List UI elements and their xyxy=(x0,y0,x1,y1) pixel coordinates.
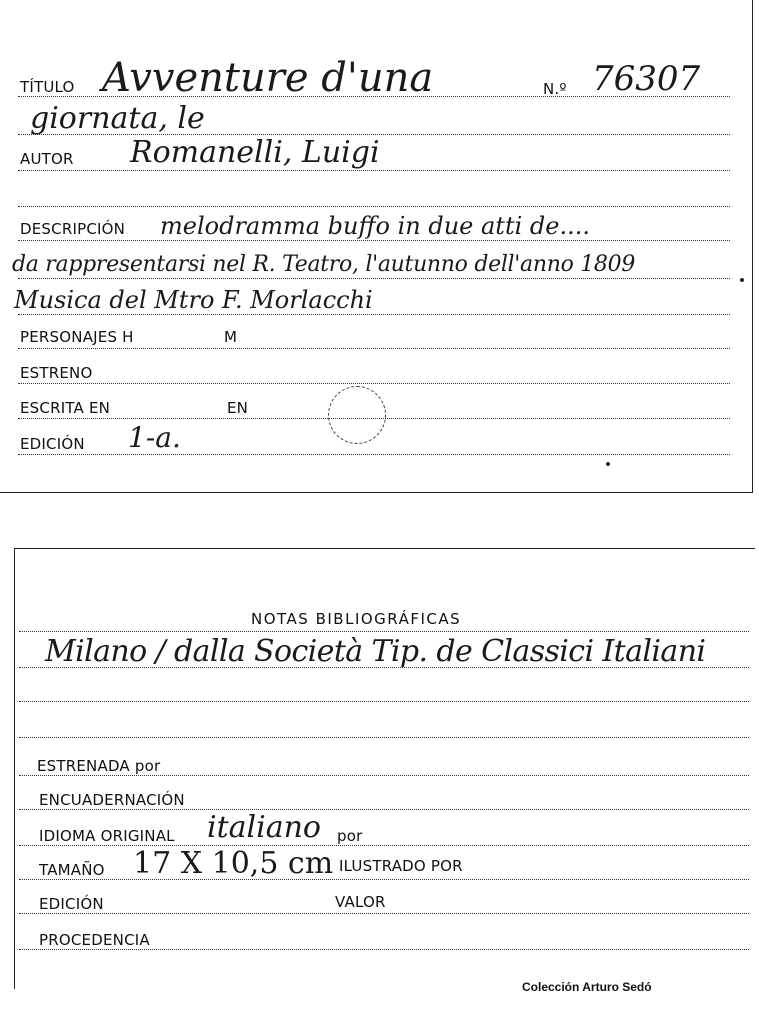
catalog-card-back xyxy=(14,548,755,989)
edicion-label: EDICIÓN xyxy=(39,895,104,913)
escrita-label: ESCRITA EN xyxy=(20,399,111,417)
idioma-line xyxy=(19,845,749,846)
estrenada-line xyxy=(19,775,749,776)
descripcion-handwritten-1: melodramma buffo in due atti de.... xyxy=(160,212,590,240)
notas-title: NOTAS BIBLIOGRÁFICAS xyxy=(251,610,462,628)
titulo-label: TÍTULO xyxy=(20,78,75,96)
estreno-line xyxy=(18,383,730,384)
idioma-handwritten: italiano xyxy=(207,810,321,845)
catalog-card-front xyxy=(0,0,753,493)
procedencia-line xyxy=(19,949,749,950)
tamano-label: TAMAÑO xyxy=(39,861,105,879)
autor-line xyxy=(18,170,730,171)
estrenada-label: ESTRENADA por xyxy=(37,757,161,775)
en-label: EN xyxy=(227,399,249,417)
descripcion-label: DESCRIPCIÓN xyxy=(20,220,126,238)
tamano-handwritten: 17 X 10,5 cm xyxy=(133,846,334,881)
personajes-m-label: M xyxy=(224,328,238,346)
edicion-handwritten: 1-a. xyxy=(128,421,181,454)
notas-handwritten: Milano / dalla Società Tip. de Classici Italiani xyxy=(45,634,706,669)
tamano-line xyxy=(19,879,749,880)
personajes-label: PERSONAJES H xyxy=(20,328,134,346)
valor-label: VALOR xyxy=(335,893,386,911)
edicion-label: EDICIÓN xyxy=(20,435,85,453)
notas-line-4 xyxy=(19,737,749,738)
idioma-por-label: por xyxy=(337,827,363,845)
descripcion-handwritten-3: Musica del Mtro F. Morlacchi xyxy=(14,286,373,314)
encuadernacion-label: ENCUADERNACIÓN xyxy=(39,791,185,809)
ink-dot xyxy=(740,278,744,282)
descripcion-line-2 xyxy=(18,278,730,279)
ilustrado-label: ILUSTRADO POR xyxy=(339,857,463,875)
punch-hole xyxy=(328,386,386,444)
descripcion-line xyxy=(18,240,730,241)
notas-line-3 xyxy=(19,701,749,702)
estreno-label: ESTRENO xyxy=(20,364,93,382)
edicion-line xyxy=(19,913,749,914)
notas-line xyxy=(19,631,749,632)
titulo-handwritten-2: giornata, le xyxy=(30,101,205,136)
personajes-line xyxy=(18,348,730,349)
edicion-line xyxy=(18,454,730,455)
autor-label: AUTOR xyxy=(20,150,74,168)
blank-line xyxy=(18,206,730,207)
collection-stamp: Colección Arturo Sedó xyxy=(522,980,652,994)
encuadernacion-line xyxy=(19,809,749,810)
descripcion-line-3 xyxy=(18,314,730,315)
numero-handwritten: 76307 xyxy=(592,59,701,99)
ink-dot xyxy=(606,462,610,466)
descripcion-handwritten-2: da rappresentarsi nel R. Teatro, l'autunno dell'anno 1809 xyxy=(12,252,636,277)
autor-handwritten: Romanelli, Luigi xyxy=(130,135,380,170)
procedencia-label: PROCEDENCIA xyxy=(39,931,150,949)
numero-label: N.º xyxy=(543,80,567,98)
titulo-handwritten-1: Avventure d'una xyxy=(102,55,434,101)
idioma-label: IDIOMA ORIGINAL xyxy=(39,827,175,845)
